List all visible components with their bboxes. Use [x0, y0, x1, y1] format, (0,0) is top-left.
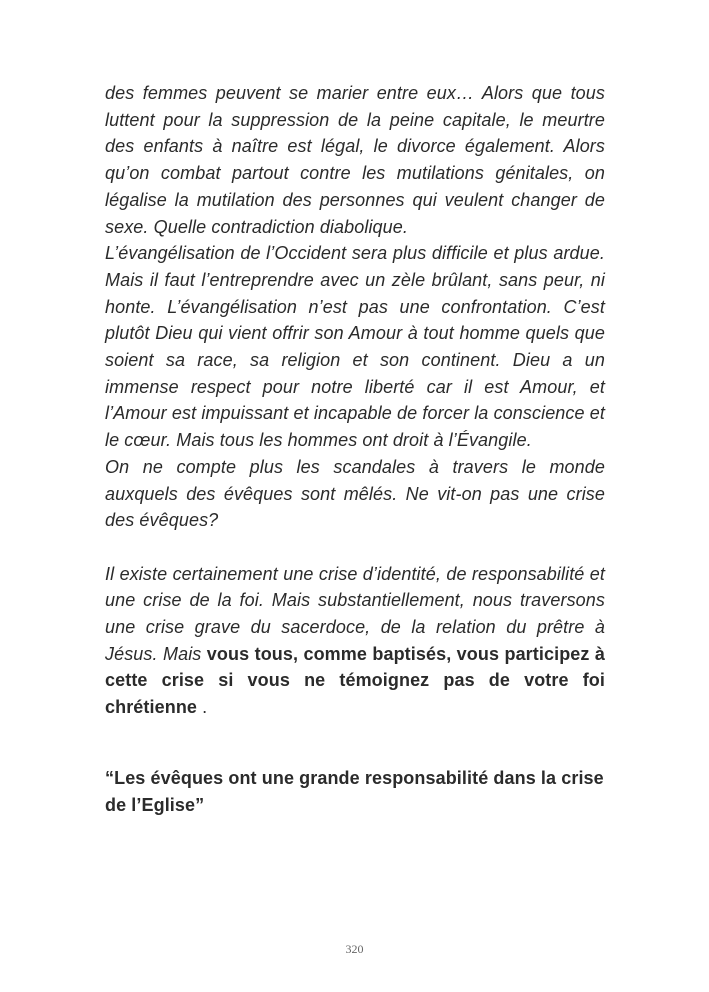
paragraph-spacer	[105, 534, 605, 561]
page-number: 320	[345, 942, 364, 956]
body-text	[105, 80, 605, 818]
section-heading: “Les évêques ont une grande responsabilité dans la crise de l’Eglise”	[105, 767, 604, 815]
paragraph-1: des femmes peuvent se marier entre eux… Alors que tous luttent pour la suppression de la peine capitale, le meurtre des enfants à naître est légal, le divorce également. Alors qu’on combat partout contre les mutilations génitales, on légalise la mutilation des personnes qui veulent changer de sexe. Quelle contradiction diabolique.	[105, 83, 605, 237]
paragraph-4-end: .	[197, 697, 208, 718]
paragraph-3-question: On ne compte plus les scandales à travers le monde auxquels des évêques sont mêlés. Ne vit-on pas une crise des évêques?	[105, 456, 605, 531]
paragraph-2: L’évangélisation de l’Occident sera plus difficile et plus ardue. Mais il faut l’entreprendre avec un zèle brûlant, sans peur, ni honte. L’évangélisation n’est pas une confrontation. C’est plutôt Dieu qui vient offrir son Amour à tout homme quels que soient sa race, sa religion et son continent. Dieu a un immense respect pour notre liberté car il est Amour, et l’Amour est impuissant et incapable de forcer la conscience et le cœur. Mais tous les hommes ont droit à l’Évangile.	[105, 243, 605, 451]
paragraph-4	[105, 561, 605, 721]
paragraph-4-bold: vous tous, comme baptisés, vous participez à cette crise si vous ne témoignez pas de votre foi chrétienne	[105, 643, 605, 718]
section-spacer	[105, 721, 605, 765]
paragraph-4-italic: Il existe certainement une crise d’identité, de responsabilité et une crise de la foi. Mais substantiellement, nous traversons une crise grave du sacerdoce, de la relation du prêtre à Jésus. Mais	[105, 563, 605, 664]
